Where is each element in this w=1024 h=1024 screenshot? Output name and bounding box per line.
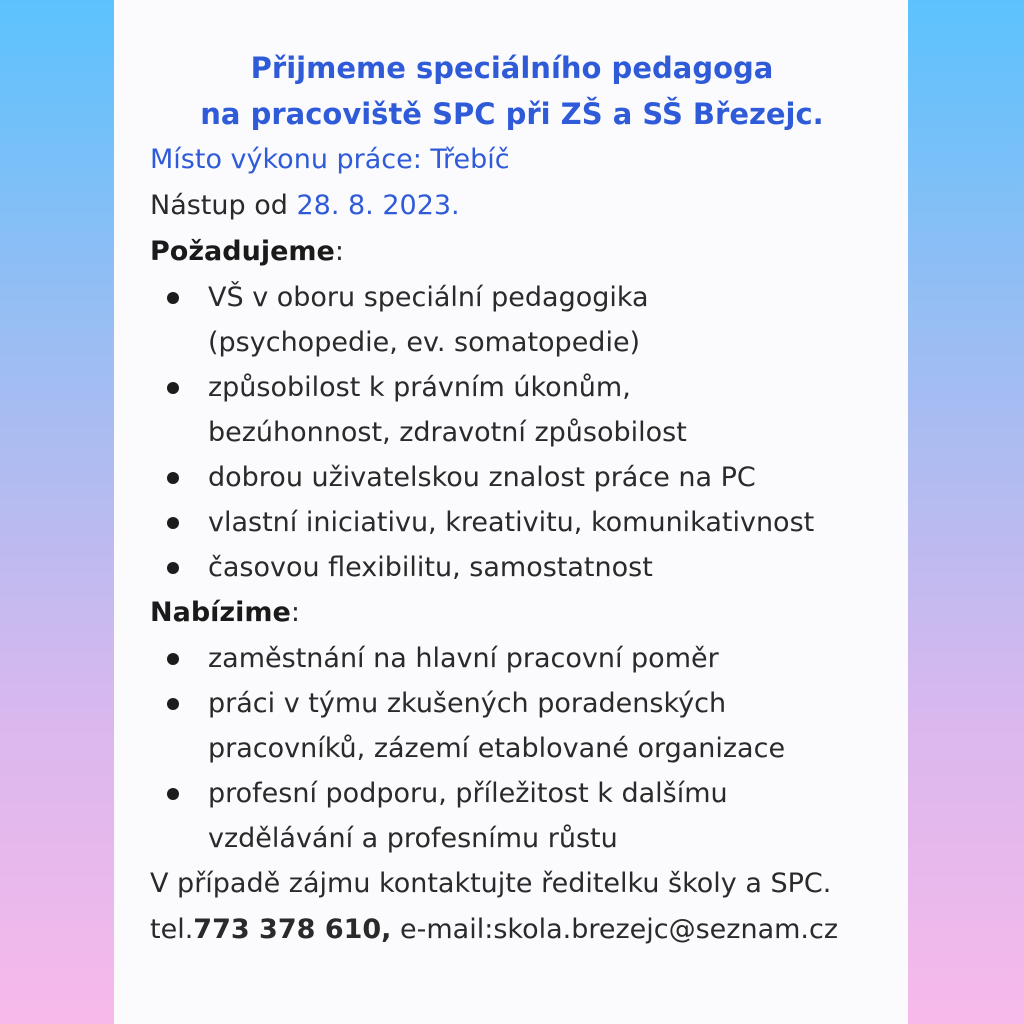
list-item: práci v týmu zkušených poradenských pracovníků, zázemí etablované organizace (150, 681, 908, 771)
title-line-2: na pracoviště SPC při ZŠ a SŠ Březejc. (200, 97, 824, 131)
requirements-list (150, 275, 908, 590)
workplace: Místo výkonu práce: Třebíč (150, 144, 510, 175)
title-line-1: Přijmeme speciálního pedagoga (250, 51, 774, 85)
start-date: 28. 8. 2023. (296, 190, 460, 221)
offer-heading: Nabízime: (150, 597, 300, 628)
email-label: e-mail: (391, 914, 494, 945)
tel-label: tel. (150, 914, 194, 945)
phone-number: 773 378 610, (193, 914, 392, 945)
job-offer-card (114, 0, 908, 1024)
list-item: profesní podporu, příležitost k dalšímu vzdělávání a profesnímu růstu (150, 771, 908, 861)
list-item: vlastní iniciativu, kreativitu, komunikativnost (150, 500, 908, 545)
list-item: časovou flexibilitu, samostatnost (150, 545, 908, 590)
contact-line (150, 907, 908, 953)
contact-text: V případě zájmu kontaktujte ředitelku školy a SPC. (150, 868, 832, 899)
requirements-heading: Požadujeme: (150, 236, 344, 267)
list-item: VŠ v oboru speciální pedagogika (psychopedie, ev. somatopedie) (150, 275, 908, 365)
start-label: Nástup od (150, 190, 297, 221)
email-address: skola.brezejc@seznam.cz (493, 914, 839, 945)
offer-list (150, 636, 908, 861)
list-item: dobrou uživatelskou znalost práce na PC (150, 455, 908, 500)
page-title (152, 45, 872, 137)
list-item: zaměstnání na hlavní pracovní poměr (150, 636, 908, 681)
offer-heading-text: Nabízime (150, 597, 291, 628)
list-item: způsobilost k právním úkonům, bezúhonnost, zdravotní způsobilost (150, 365, 908, 455)
requirements-heading-text: Požadujeme (150, 236, 335, 267)
start-date-line (150, 183, 908, 229)
